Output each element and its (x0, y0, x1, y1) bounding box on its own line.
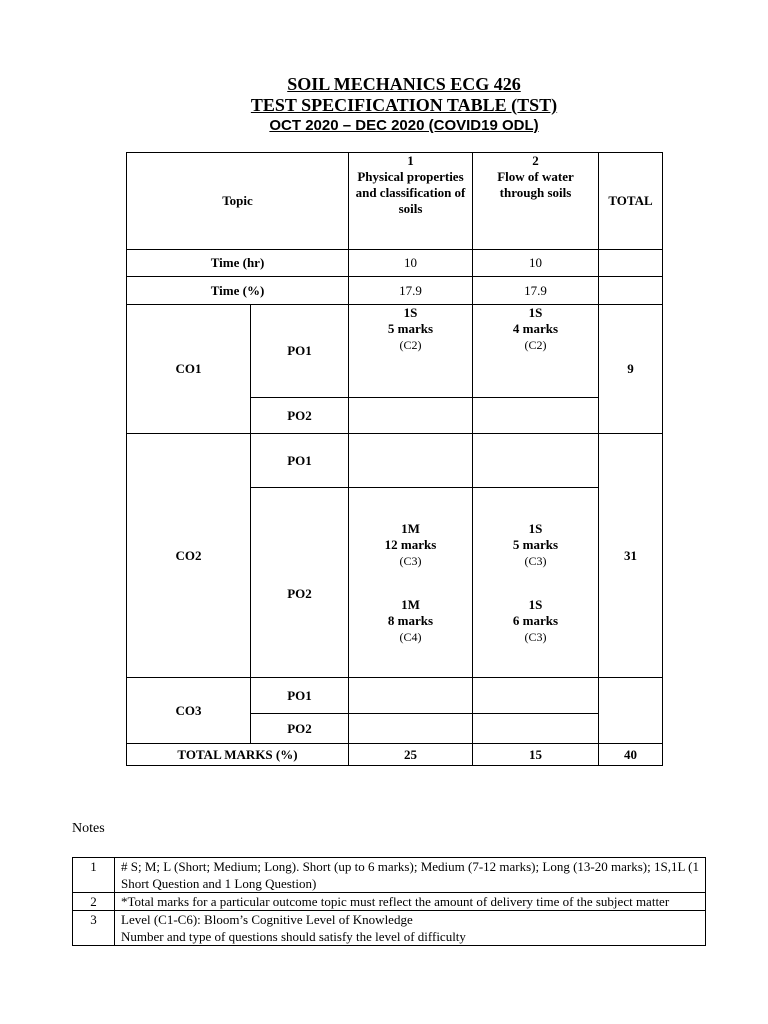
question-marks: 5 marks (387, 321, 434, 336)
total-marks-topic1: 25 (349, 744, 473, 766)
co3-total (599, 678, 663, 744)
test-specification-table (126, 152, 663, 766)
co2-po1-topic2 (473, 434, 599, 488)
co3-po2-topic2 (473, 714, 599, 744)
question-type: 1S (528, 520, 543, 536)
co1-po1-topic1 (349, 305, 473, 398)
note-number: 1 (73, 858, 115, 893)
time-hr-total (599, 250, 663, 277)
notes-row (73, 893, 706, 911)
co1-po1-topic2 (473, 305, 599, 398)
question-level: (C3) (399, 553, 422, 568)
note-text (115, 911, 706, 946)
question-level: (C2) (524, 338, 547, 352)
co3-po1-topic1 (349, 678, 473, 714)
time-pct-topic1: 17.9 (349, 277, 473, 305)
note-text: *Total marks for a particular outcome topic must reflect the amount of delivery time of the subject matter (115, 893, 706, 911)
co2-po1-label: PO1 (251, 434, 349, 488)
notes-row (73, 911, 706, 946)
total-header: TOTAL (599, 153, 663, 250)
question-type: 1S (528, 305, 543, 320)
question-type: 1S (528, 596, 543, 612)
co3-po2-topic1 (349, 714, 473, 744)
time-pct-total (599, 277, 663, 305)
co3-po2-label: PO2 (251, 714, 349, 744)
question-marks: 4 marks (512, 321, 559, 336)
note-number: 3 (73, 911, 115, 946)
total-marks-topic2: 15 (473, 744, 599, 766)
question-marks: 6 marks (512, 612, 559, 628)
question-type: 1S (403, 305, 418, 320)
time-pct-row (127, 277, 663, 305)
topic2-number: 2 (532, 153, 539, 168)
topic2-header (473, 153, 599, 250)
topic-header: Topic (127, 153, 349, 250)
question-marks: 8 marks (387, 612, 434, 628)
notes-label: Notes (72, 821, 105, 836)
question-level: (C2) (399, 338, 422, 352)
time-hr-row (127, 250, 663, 277)
total-marks-row (127, 744, 663, 766)
document-title: SOIL MECHANICS ECG 426 (287, 74, 521, 94)
co1-po2-topic1 (349, 398, 473, 434)
question-marks: 5 marks (512, 536, 559, 552)
question-level: (C3) (524, 629, 547, 644)
co1-po1-label: PO1 (251, 305, 349, 398)
co2-po1-topic1 (349, 434, 473, 488)
note-text: # S; M; L (Short; Medium; Long). Short (up to 6 marks); Medium (7-12 marks); Long (13-20 marks); 1S,1L (1 Short Question and 1 Long Question) (115, 858, 706, 893)
co3-po1-topic2 (473, 678, 599, 714)
co1-po1-row (127, 305, 663, 398)
time-hr-topic2: 10 (473, 250, 599, 277)
note-line: Number and type of questions should satisfy the level of difficulty (121, 929, 466, 944)
co1-po2-label: PO2 (251, 398, 349, 434)
co2-po2-label: PO2 (251, 488, 349, 678)
time-pct-topic2: 17.9 (473, 277, 599, 305)
notes-table (72, 857, 706, 946)
co2-po1-row (127, 434, 663, 488)
question-type: 1M (401, 520, 420, 536)
question-level: (C4) (399, 629, 422, 644)
document-subtitle: TEST SPECIFICATION TABLE (TST) (250, 95, 558, 115)
co2-po2-topic2 (473, 488, 599, 678)
co1-label: CO1 (127, 305, 251, 434)
notes-row (73, 858, 706, 893)
table-header-row (127, 153, 663, 250)
total-marks-all: 40 (599, 744, 663, 766)
co3-label: CO3 (127, 678, 251, 744)
document-period: OCT 2020 – DEC 2020 (COVID19 ODL) (269, 117, 539, 134)
co3-po1-row (127, 678, 663, 714)
time-hr-topic1: 10 (349, 250, 473, 277)
total-marks-label: TOTAL MARKS (%) (127, 744, 349, 766)
co1-po2-topic2 (473, 398, 599, 434)
co2-total: 31 (599, 434, 663, 678)
topic1-number: 1 (407, 153, 414, 168)
question-type: 1M (401, 596, 420, 612)
time-hr-label: Time (hr) (127, 250, 349, 277)
topic1-header (349, 153, 473, 250)
co1-total: 9 (599, 305, 663, 434)
note-number: 2 (73, 893, 115, 911)
topic2-name: Flow of water through soils (497, 169, 574, 200)
co3-po1-label: PO1 (251, 678, 349, 714)
question-level: (C3) (524, 553, 547, 568)
question-marks: 12 marks (384, 536, 437, 552)
co2-label: CO2 (127, 434, 251, 678)
note-line: Level (C1-C6): Bloom’s Cognitive Level of Knowledge (121, 912, 413, 927)
time-pct-label: Time (%) (127, 277, 349, 305)
topic1-name: Physical properties and classification of soils (355, 169, 466, 216)
co2-po2-topic1 (349, 488, 473, 678)
